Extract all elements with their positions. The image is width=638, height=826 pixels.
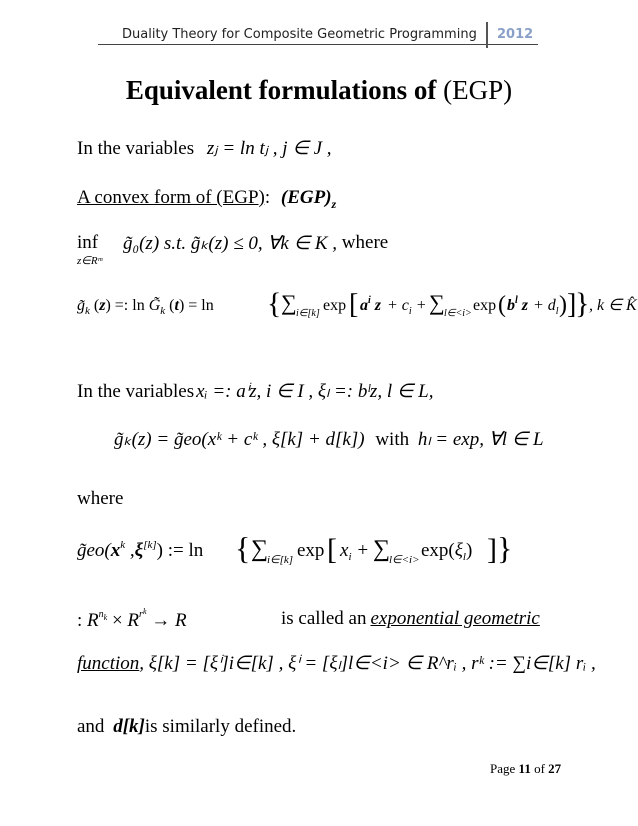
convex-form-label: A convex form of (EGP) (77, 187, 265, 208)
problem-constraint: g̃₀(z) s.t. g̃ₖ(z) ≤ 0, ∀k ∈ K , (123, 233, 338, 254)
page-header (0, 0, 638, 50)
svg-text:]: ] (487, 533, 497, 566)
geo-equation-with: with (375, 429, 410, 450)
svg-text:+ ci +: + $c_i$ + (387, 297, 427, 317)
variables-line-1 (77, 137, 332, 160)
header-year: 2012 (497, 27, 534, 42)
problem-where: where (337, 232, 389, 253)
slide-title (0, 75, 638, 106)
g-definition-formula (77, 286, 637, 326)
svg-text:l∈<i>: l∈<i> (444, 308, 472, 319)
inf-subscript: z∈Rᵐ (77, 255, 103, 267)
variables-lead-2: In the variables (77, 381, 195, 402)
header-separator (486, 22, 488, 48)
svg-text:exp: exp (473, 297, 497, 314)
svg-text:xi +: $x_i$ + (340, 540, 370, 563)
variables-equation-2: xᵢ =: aⁱz, i ∈ I , ξₗ =: bˡz, l ∈ L, (196, 381, 434, 402)
svg-text:{: { (267, 287, 282, 320)
svg-text:(: ( (498, 292, 506, 318)
function-line (77, 652, 596, 675)
function-definition: , ξ[k] = [ξⁱ]i∈[k] , ξⁱ = [ξₗ]l∈<i> ∈ R^rᵢ , rᵏ := ∑i∈[k] rᵢ , (139, 653, 596, 674)
svg-text:[: [ (349, 289, 359, 320)
map-line (77, 604, 540, 634)
svg-text:i∈[k]: i∈[k] (296, 308, 320, 319)
geo-equation (114, 428, 544, 451)
where-label: where (77, 488, 124, 509)
title-normal: (EGP) (443, 75, 513, 105)
convex-colon: : (264, 187, 271, 208)
footer-of-word: of (534, 761, 545, 776)
geo-definition (77, 530, 517, 577)
map-formula (77, 604, 277, 634)
svg-text:[: [ (327, 533, 337, 566)
header-title: Duality Theory for Composite Geometric Programming (122, 27, 477, 42)
footer-page-word: Page (490, 761, 516, 776)
inf-operator (77, 232, 119, 270)
page-footer (490, 761, 561, 777)
g-definition (77, 286, 637, 331)
svg-text:g̃eo(xk ,ξ[k]) := ln: $g̃eo(x^k$ ,ξ[k]) := ln (77, 539, 204, 561)
svg-text:): ) (559, 292, 567, 318)
geo-equation-tail: hₗ = exp, ∀l ∈ L (417, 429, 544, 450)
svg-text:]: ] (567, 289, 577, 320)
variables-lead-1: In the variables (77, 138, 195, 159)
last-text: is similarly defined. (144, 716, 297, 737)
svg-text:exp: exp (297, 540, 325, 561)
map-underlined: exponential geometric (370, 608, 540, 629)
svg-text:}: } (575, 287, 590, 320)
svg-text:ai z: $a^i$ z (360, 295, 382, 314)
egp-tag: (EGP) (280, 187, 332, 208)
last-line (77, 716, 296, 738)
svg-text:, k ∈ K̂: , k ∈ K̂ (589, 297, 637, 314)
header-rule (98, 44, 538, 45)
svg-text:i∈[k]: i∈[k] (267, 554, 294, 566)
map-text: is called an (281, 608, 367, 629)
inf-word: inf (77, 232, 99, 253)
egp-tag-sub: z (331, 196, 337, 211)
svg-text:g̃k (z) =: ln G̃k (t) = ln: $g̃_k$ (z) =: $\ln G̃_k$ (t) = ln (77, 297, 214, 317)
svg-text:l∈<i>: l∈<i> (389, 554, 420, 566)
last-symbol: d[k] (113, 716, 145, 737)
svg-text:exp(ξl): $\exp(\xi_l)$ (421, 540, 473, 563)
svg-text:: Rnk × Rrk → R: : $R^nk \times R^rk \to R$ (77, 607, 187, 631)
variables-line-2 (77, 380, 433, 403)
variables-equation-1: zⱼ = ln tⱼ , j ∈ J , (206, 138, 332, 159)
svg-text:}: } (497, 530, 513, 566)
problem-statement (77, 232, 388, 270)
footer-page-number: 11 (518, 761, 531, 776)
svg-text:exp: exp (323, 297, 347, 314)
geo-equation-formula: g̃ₖ(z) = g̃eo(xᵏ + cᵏ , ξ[k] + d[k]) (114, 429, 365, 450)
footer-total-pages: 27 (548, 761, 562, 776)
svg-text:+ dl: + $d_l$ (533, 297, 559, 317)
svg-text:{: { (235, 530, 251, 566)
svg-text:∑: ∑ (429, 290, 445, 315)
geo-definition-formula (77, 530, 517, 572)
svg-text:∑: ∑ (251, 536, 269, 562)
svg-text:∑: ∑ (281, 290, 297, 315)
function-word: function (77, 653, 140, 674)
svg-text:∑: ∑ (373, 536, 391, 562)
last-lead: and (77, 716, 105, 737)
convex-form-line (77, 187, 336, 212)
svg-text:bl z: $b^l$ z (507, 295, 529, 314)
title-bold: Equivalent formulations of (125, 75, 437, 105)
